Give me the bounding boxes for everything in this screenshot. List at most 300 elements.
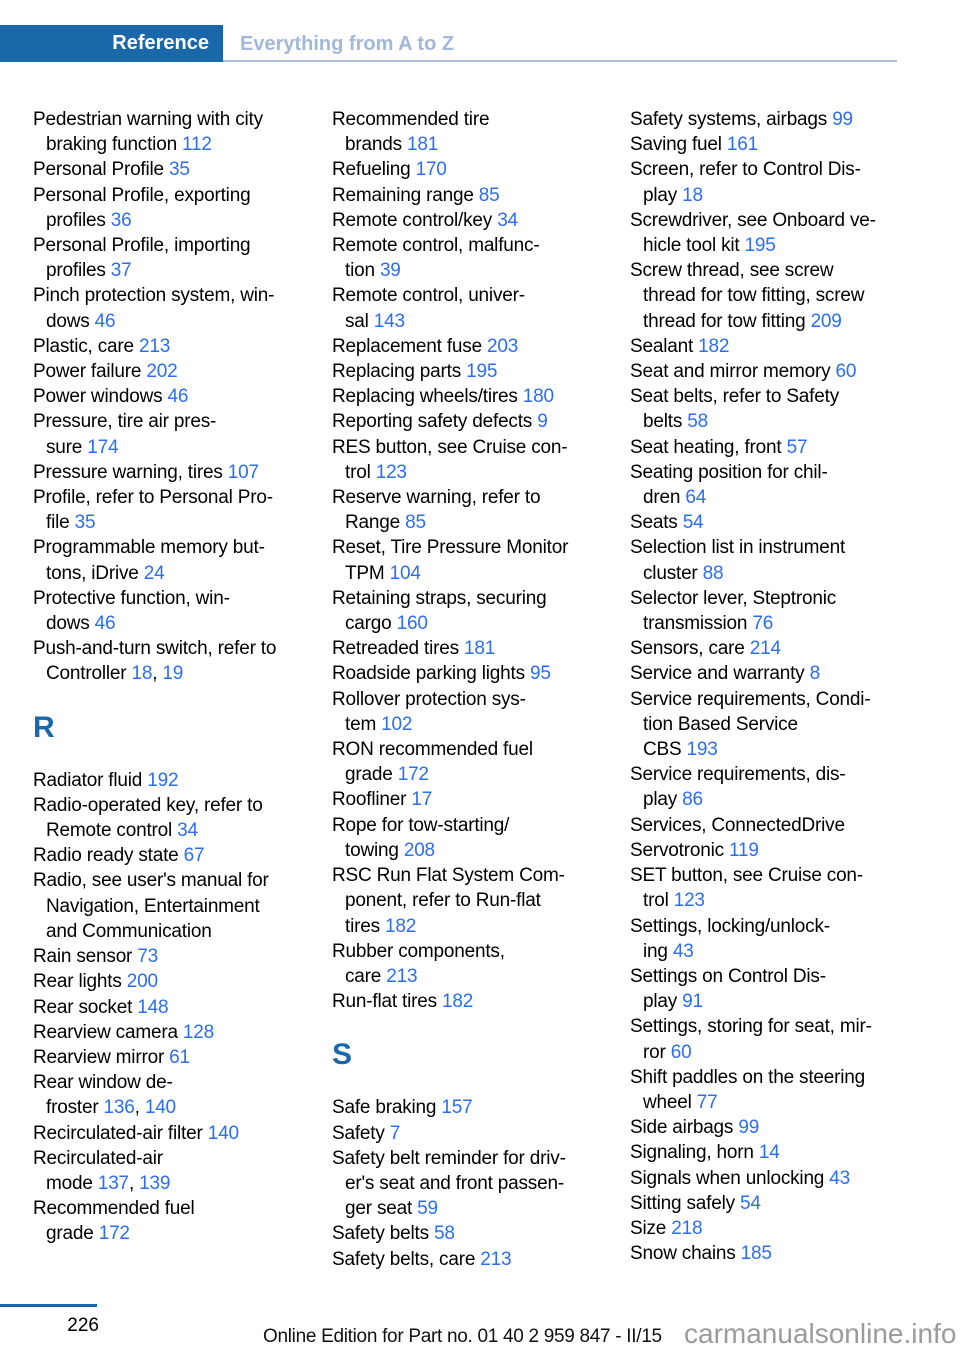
page-link[interactable]: 119	[729, 839, 759, 861]
index-entry-line	[630, 762, 926, 787]
index-column-2	[332, 107, 628, 1272]
entry-text: Pinch protection system, win-	[33, 285, 275, 307]
index-entry	[33, 359, 329, 384]
page-link[interactable]: 203	[487, 335, 519, 357]
index-entry-line: mode 137, 139	[46, 1172, 171, 1194]
index-entry-line	[332, 409, 628, 434]
entry-text: Selector lever, Steptronic	[630, 587, 837, 609]
page-link[interactable]: 180	[522, 386, 554, 408]
page-link[interactable]: 46	[94, 613, 116, 635]
page-link[interactable]: 58	[687, 411, 708, 433]
entry-text: Safety belts, care	[332, 1248, 476, 1270]
index-entry	[33, 768, 329, 793]
index-entry	[332, 863, 628, 939]
entry-text: Seat belts, refer to Safety	[630, 386, 839, 408]
index-entry-line	[33, 460, 329, 485]
page-link[interactable]: 37	[110, 260, 132, 282]
entry-text: SET button, see Cruise con-	[630, 865, 863, 887]
index-entry-line	[332, 888, 628, 913]
index-entry	[630, 1140, 926, 1165]
index-entry-line	[630, 636, 926, 661]
entry-text: Roofliner	[332, 789, 407, 811]
index-entry	[630, 586, 926, 636]
page-link[interactable]: 172	[98, 1223, 130, 1245]
index-entry	[33, 636, 329, 686]
index-entry-line	[332, 787, 628, 812]
index-entry-line	[630, 1216, 926, 1241]
entry-text: and Communication	[46, 920, 212, 942]
index-entry-line	[33, 485, 329, 510]
entry-text: Sealant	[630, 335, 694, 357]
page-link[interactable]: 60	[670, 1041, 692, 1063]
index-entry	[630, 1014, 926, 1064]
page-link[interactable]: 172	[397, 764, 429, 786]
header-divider	[223, 60, 897, 62]
entry-text: Run-flat tires	[332, 991, 437, 1013]
page-link[interactable]: 73	[137, 946, 159, 968]
page-link[interactable]: 91	[682, 991, 703, 1013]
index-entry	[332, 1121, 628, 1146]
page-link[interactable]: 128	[182, 1021, 215, 1043]
index-entry	[630, 435, 926, 460]
page-link[interactable]: 35	[74, 512, 96, 534]
index-entry	[332, 409, 628, 434]
letter-heading: R	[33, 710, 55, 744]
entry-text: cluster	[643, 562, 698, 584]
index-entry	[630, 762, 926, 812]
entry-text: Plastic, care	[33, 335, 134, 357]
index-entry	[332, 233, 628, 283]
index-entry-line	[332, 157, 628, 182]
page-link[interactable]: 136	[103, 1097, 135, 1119]
index-entry-line	[332, 762, 628, 787]
index-entry-line	[332, 1095, 628, 1120]
index-entry	[33, 944, 329, 969]
index-entry	[332, 661, 628, 686]
index-entry-line	[630, 611, 926, 636]
entry-text: Controller	[46, 663, 127, 685]
entry-text: Rain sensor	[33, 946, 133, 968]
reference-tab	[0, 25, 223, 62]
index-entry	[33, 868, 329, 944]
page-link[interactable]: 99	[832, 109, 853, 130]
entry-text: care	[345, 965, 382, 987]
entry-text: Radio, see user's manual for	[33, 870, 269, 892]
page-link[interactable]: 213	[480, 1248, 512, 1270]
index-entry	[630, 107, 926, 132]
index-entry-line	[630, 737, 926, 762]
entry-text: thread for tow fitting	[643, 310, 806, 332]
page-link[interactable]: 112	[182, 134, 212, 156]
entry-text: Protective function, win-	[33, 587, 230, 609]
entry-text: Replacing parts	[332, 361, 462, 383]
entry-text: Remote control	[46, 820, 173, 842]
index-entry-line	[332, 535, 628, 560]
entry-text: Service requirements, dis-	[630, 764, 846, 786]
index-entry	[332, 283, 628, 333]
page-link[interactable]: 160	[396, 613, 428, 635]
entry-text: Roadside parking lights	[332, 663, 525, 685]
index-entry	[33, 384, 329, 409]
index-entry-line	[630, 687, 926, 712]
page-link[interactable]: 17	[411, 789, 433, 811]
page-link[interactable]: 195	[744, 235, 776, 257]
index-entry-line	[630, 183, 926, 208]
page-link[interactable]: 60	[835, 361, 857, 383]
index-entry-line	[33, 384, 329, 409]
page-link[interactable]: 54	[682, 512, 704, 534]
entry-text: profiles	[46, 209, 106, 231]
entry-text: ing	[643, 940, 668, 962]
entry-text: Screwdriver, see Onboard ve-	[630, 209, 876, 231]
entry-text: Sensors, care	[630, 638, 745, 660]
entry-text: play	[643, 184, 678, 206]
index-entry-line	[33, 409, 329, 434]
index-entry-line	[630, 888, 926, 913]
entry-text: Safety	[332, 1122, 385, 1144]
index-entry-line	[332, 1221, 628, 1246]
index-entry-line	[33, 818, 329, 843]
page-link[interactable]: 182	[385, 915, 417, 937]
index-entry	[630, 863, 926, 913]
entry-text: Push-and-turn switch, refer to	[33, 638, 277, 660]
page-link[interactable]: 218	[671, 1217, 703, 1239]
page-link[interactable]: 54	[740, 1192, 761, 1214]
entry-text: profiles	[46, 260, 106, 282]
index-entry	[630, 1241, 926, 1266]
index-entry	[630, 1191, 926, 1216]
index-entry	[630, 1115, 926, 1140]
entry-text: Safe braking	[332, 1097, 437, 1119]
index-entry-line	[630, 409, 926, 434]
entry-text: Radiator fluid	[33, 769, 143, 791]
index-entry-line	[630, 1065, 926, 1090]
index-entry	[332, 157, 628, 182]
entry-text: Recirculated-air filter	[33, 1122, 203, 1144]
index-entry-line	[33, 586, 329, 611]
page-link[interactable]: 43	[829, 1167, 851, 1189]
index-entry	[630, 258, 926, 334]
index-entry-line	[630, 661, 926, 686]
index-entry-line	[33, 233, 329, 258]
page-link[interactable]: 85	[405, 512, 426, 534]
index-entry-line	[33, 309, 329, 334]
page-link[interactable]: 182	[698, 335, 730, 357]
page-link[interactable]: 161	[726, 134, 759, 156]
page-link[interactable]: 88	[702, 562, 724, 584]
entry-text: tires	[345, 915, 380, 937]
index-entry-line	[630, 1140, 926, 1165]
index-entry	[33, 1146, 329, 1196]
entry-text: er's seat and front passen-	[345, 1172, 564, 1194]
entry-text: Seating position for chil-	[630, 461, 828, 483]
index-entry-line	[630, 283, 926, 308]
page-link[interactable]: 86	[682, 789, 703, 811]
index-entry-line	[33, 208, 329, 233]
entry-text: sal	[345, 310, 369, 332]
entry-text: Recommended fuel	[33, 1198, 195, 1220]
entry-text: Side airbags	[630, 1117, 734, 1139]
page-link[interactable]: 143	[373, 310, 405, 332]
index-entry	[630, 838, 926, 863]
index-entry-line	[33, 894, 329, 919]
page-link[interactable]: 99	[738, 1117, 760, 1139]
entry-text: brands	[345, 134, 402, 156]
index-entry	[332, 939, 628, 989]
index-entry-line	[332, 687, 628, 712]
page-link[interactable]: 9	[537, 411, 548, 433]
entry-text: Services, ConnectedDrive	[630, 814, 845, 836]
page-link[interactable]: 123	[673, 890, 705, 912]
page-link[interactable]: 24	[143, 562, 165, 584]
index-entry-line	[33, 510, 329, 535]
entry-text: tion	[345, 260, 375, 282]
page-link[interactable]: 35	[169, 159, 190, 181]
index-entry	[332, 989, 628, 1014]
index-entry-line	[33, 132, 329, 157]
page-link[interactable]: 7	[389, 1122, 401, 1144]
index-entry-line	[33, 611, 329, 636]
index-entry-line	[33, 843, 329, 868]
page-link[interactable]: 18	[682, 184, 703, 206]
page-link[interactable]: 213	[386, 965, 418, 987]
index-entry	[33, 793, 329, 843]
page-link[interactable]: 174	[87, 436, 119, 458]
index-entry	[332, 687, 628, 737]
page-link[interactable]: 148	[137, 996, 169, 1018]
index-entry	[33, 535, 329, 585]
index-entry-line	[33, 969, 329, 994]
page-link[interactable]: 67	[183, 845, 205, 867]
page-link[interactable]: 182	[442, 991, 474, 1013]
entry-text: Service requirements, Condi-	[630, 688, 871, 710]
entry-text: Refueling	[332, 159, 411, 181]
page-link[interactable]: 104	[389, 562, 421, 584]
entry-text: play	[643, 789, 678, 811]
page-link[interactable]: 58	[433, 1223, 455, 1245]
reference-tab-label: Reference	[112, 32, 209, 54]
entry-text: Snow chains	[630, 1243, 736, 1265]
index-entry-line	[332, 611, 628, 636]
entry-text: grade	[46, 1223, 94, 1245]
page-link[interactable]: 140	[144, 1097, 176, 1119]
index-entry-line	[630, 863, 926, 888]
page-link[interactable]: 195	[466, 361, 498, 383]
page-link[interactable]: 202	[146, 361, 178, 383]
index-entry-line	[630, 1090, 926, 1115]
page-link[interactable]: 214	[749, 638, 781, 660]
page-link[interactable]: 34	[497, 209, 518, 231]
footer-divider	[0, 1304, 97, 1307]
index-entry	[630, 636, 926, 661]
index-entry	[332, 435, 628, 485]
index-entry	[630, 687, 926, 763]
entry-text: RSC Run Flat System Com-	[332, 865, 565, 887]
entry-text: Power failure	[33, 361, 142, 383]
entry-text: hicle tool kit	[643, 235, 740, 257]
entry-text: Rear socket	[33, 996, 133, 1018]
page-link[interactable]: 185	[740, 1243, 772, 1265]
entry-text: Signaling, horn	[630, 1142, 754, 1164]
index-entry-line	[332, 435, 628, 460]
index-entry-line	[630, 838, 926, 863]
page-link[interactable]: 8	[809, 663, 820, 685]
page-link[interactable]: 46	[167, 386, 189, 408]
index-entry	[630, 1166, 926, 1191]
entry-text: Shift paddles on the steering	[630, 1066, 866, 1088]
entry-text: Personal Profile	[33, 159, 164, 181]
entry-text: trol	[643, 890, 669, 912]
entry-text: Personal Profile, importing	[33, 235, 251, 257]
page-link[interactable]: 19	[162, 663, 184, 685]
page-link[interactable]: 57	[786, 436, 808, 458]
index-entry-line	[332, 1146, 628, 1171]
page-link[interactable]: 34	[177, 820, 198, 842]
index-entry-line	[332, 712, 628, 737]
page-link[interactable]: 181	[464, 638, 496, 660]
page-link[interactable]: 61	[169, 1046, 190, 1068]
index-entry-line	[332, 132, 628, 157]
index-entry-line	[630, 1115, 926, 1140]
entry-text: Personal Profile, exporting	[33, 184, 251, 206]
page-link[interactable]: 95	[530, 663, 551, 685]
index-entry-line	[33, 1121, 329, 1146]
entry-text: Seat and mirror memory	[630, 361, 831, 383]
entry-text: Safety belts	[332, 1223, 429, 1245]
page-link[interactable]: 137	[97, 1172, 129, 1194]
index-entry	[630, 334, 926, 359]
index-entry-line	[630, 964, 926, 989]
entry-text: Pressure, tire air pres-	[33, 411, 217, 433]
index-entry-line	[630, 989, 926, 1014]
entry-text: sure	[46, 436, 83, 458]
page-link[interactable]: 123	[375, 461, 407, 483]
index-entry-line	[332, 208, 628, 233]
page-link[interactable]: 139	[139, 1172, 171, 1194]
index-entry	[630, 813, 926, 838]
index-entry-line	[630, 359, 926, 384]
index-entry	[630, 384, 926, 434]
index-entry	[33, 1045, 329, 1070]
entry-text: thread for tow fitting, screw	[643, 285, 865, 307]
index-entry	[332, 535, 628, 585]
page-link[interactable]: 76	[752, 613, 774, 635]
index-entry-line	[332, 460, 628, 485]
index-entry-line	[332, 1121, 628, 1146]
page-link[interactable]: 59	[417, 1198, 438, 1220]
entry-text: RES button, see Cruise con-	[332, 436, 568, 458]
index-entry-line	[630, 309, 926, 334]
index-entry-line	[332, 939, 628, 964]
page-link[interactable]: 140	[207, 1122, 239, 1144]
index-entry	[332, 586, 628, 636]
entry-text: belts	[643, 411, 683, 433]
page-link[interactable]: 181	[407, 134, 439, 156]
index-entry	[332, 359, 628, 384]
entry-text: mode	[46, 1172, 93, 1194]
entry-text: Reporting safety defects	[332, 411, 533, 433]
entry-text: Radio ready state	[33, 845, 179, 867]
index-entry	[630, 157, 926, 207]
page-link[interactable]: 39	[379, 260, 401, 282]
entry-text: froster	[46, 1097, 99, 1119]
index-entry-line	[630, 939, 926, 964]
index-entry	[33, 1121, 329, 1146]
index-entry-line	[630, 132, 926, 157]
entry-text: Saving fuel	[630, 134, 722, 156]
index-entry-line	[332, 258, 628, 283]
entry-text: Reserve warning, refer to	[332, 487, 541, 509]
entry-text: tion Based Service	[643, 713, 798, 735]
page-link[interactable]: 213	[138, 335, 171, 357]
index-entry	[332, 1221, 628, 1246]
index-entry-line	[630, 485, 926, 510]
index-entry-line	[33, 435, 329, 460]
index-entry	[630, 1216, 926, 1241]
index-entry-line	[630, 914, 926, 939]
entry-text: Pedestrian warning with city	[33, 109, 263, 130]
page-link[interactable]: 14	[758, 1142, 780, 1164]
page-link[interactable]: 77	[696, 1091, 718, 1113]
index-entry-line	[33, 359, 329, 384]
page-link[interactable]: 46	[94, 310, 116, 332]
page-link[interactable]: 107	[227, 461, 259, 483]
index-entry	[332, 384, 628, 409]
page-link[interactable]: 193	[686, 739, 718, 761]
page-link[interactable]: 192	[147, 769, 179, 791]
page-link[interactable]: 200	[126, 971, 158, 993]
page-link[interactable]: 43	[672, 940, 694, 962]
page-link[interactable]: 36	[110, 209, 132, 231]
index-entry	[332, 1095, 628, 1120]
index-entry-line	[630, 435, 926, 460]
page-link[interactable]: 85	[478, 184, 500, 206]
entry-text: Rope for tow-starting/	[332, 814, 510, 836]
page-link[interactable]: 102	[381, 713, 413, 735]
index-entry	[332, 485, 628, 535]
index-entry-line	[33, 636, 329, 661]
entry-text: wheel	[643, 1091, 692, 1113]
entry-text: trol	[345, 461, 371, 483]
index-entry	[33, 995, 329, 1020]
index-entry-line: Controller 18, 19	[46, 663, 184, 685]
entry-text: Screen, refer to Control Dis-	[630, 159, 861, 181]
page-link[interactable]: 209	[810, 310, 842, 332]
page-link[interactable]: 208	[403, 839, 435, 861]
entry-text: Profile, refer to Personal Pro-	[33, 487, 273, 509]
entry-text: Range	[345, 512, 400, 534]
page-link[interactable]: 64	[685, 487, 707, 509]
index-entry	[332, 787, 628, 812]
index-entry-line	[33, 793, 329, 818]
entry-text: Retaining straps, securing	[332, 587, 547, 609]
index-entry-line	[630, 561, 926, 586]
page-link[interactable]: 170	[415, 159, 447, 181]
index-entry-line	[630, 334, 926, 359]
index-entry	[33, 107, 329, 157]
index-entry	[630, 510, 926, 535]
entry-text: cargo	[345, 613, 392, 635]
index-entry-line	[33, 561, 329, 586]
entry-text: Rear window de-	[33, 1072, 173, 1094]
index-entry-line	[33, 768, 329, 793]
index-entry	[630, 661, 926, 686]
entry-text: Reset, Tire Pressure Monitor	[332, 537, 569, 559]
index-entry	[630, 1065, 926, 1115]
page-link[interactable]: 157	[441, 1097, 473, 1119]
index-entry-line	[630, 384, 926, 409]
page-link[interactable]: 18	[131, 663, 153, 685]
